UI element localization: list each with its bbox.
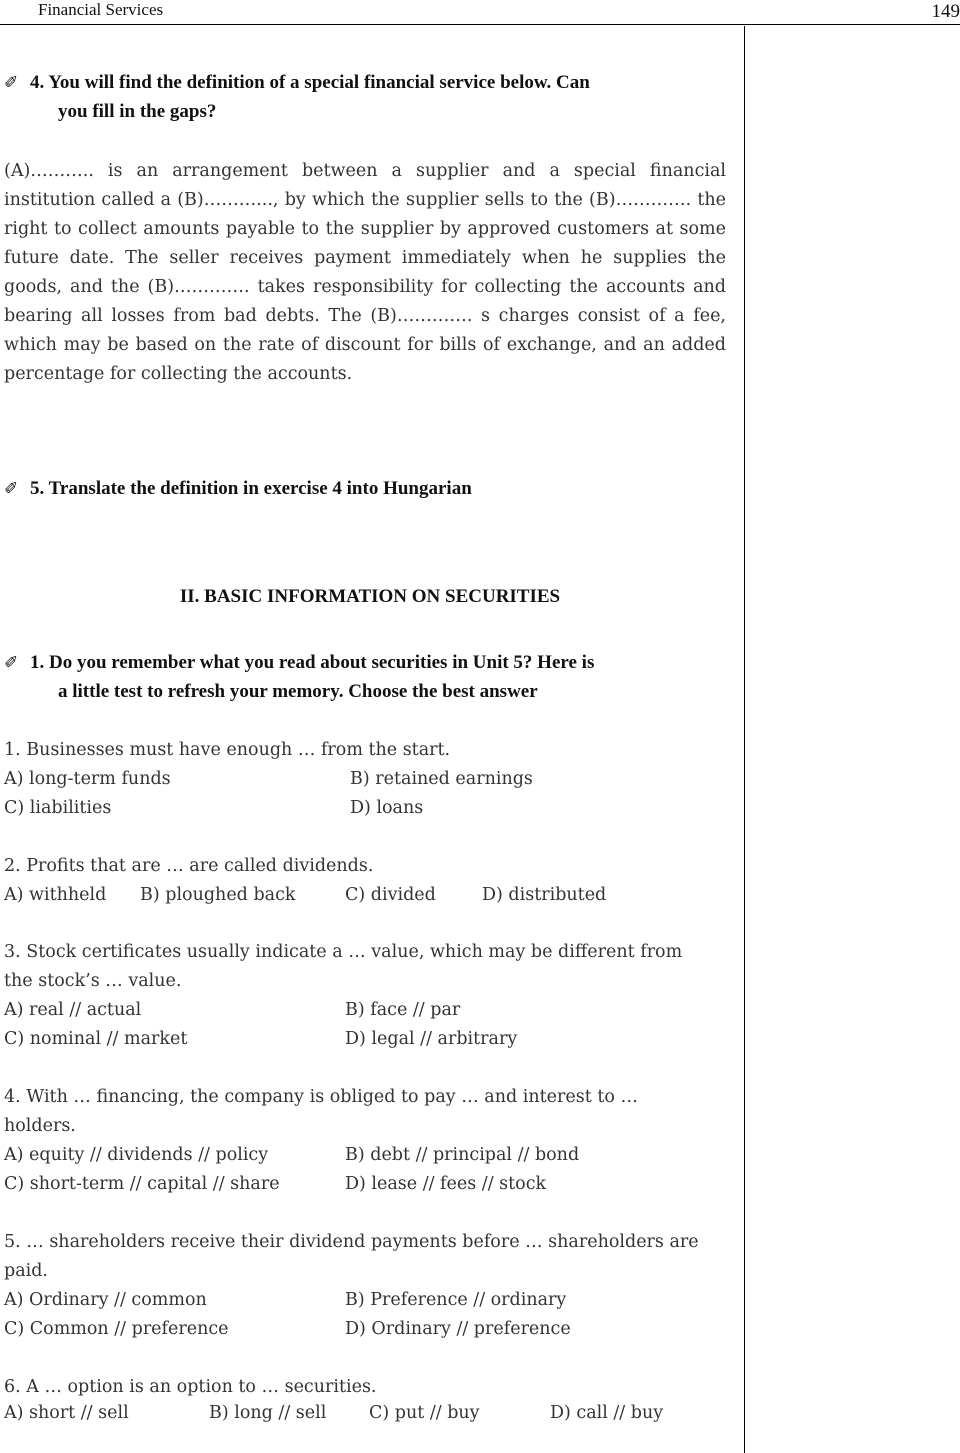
option-d: D) distributed <box>482 885 607 905</box>
exercise-1-heading-line1: 1. Do you remember what you read about securities in Unit 5? Here is <box>30 652 595 673</box>
exercise-4-heading-line1: 4. You will find the definition of a special financial service below. Can <box>30 72 590 93</box>
running-title: Financial Services <box>38 0 164 19</box>
margin-rule <box>744 26 745 1453</box>
question-text-cont: holders. <box>4 1116 76 1136</box>
option-d: D) Ordinary // preference <box>345 1319 571 1339</box>
option-a: A) real // actual <box>4 1000 142 1020</box>
option-d: D) lease // fees // stock <box>345 1174 547 1194</box>
option-c: C) short-term // capital // share <box>4 1174 280 1194</box>
exercise-5-heading-text: 5. Translate the definition in exercise 4 into Hungarian <box>30 478 472 499</box>
option-a: A) short // sell <box>4 1403 129 1423</box>
option-b: B) Preference // ordinary <box>345 1290 567 1310</box>
question-text: 2. Profits that are … are called dividends. <box>4 856 374 876</box>
option-d: D) loans <box>350 798 424 818</box>
question-text: 6. A … option is an option to … securities. <box>4 1377 377 1397</box>
exercise-1-heading <box>4 648 594 677</box>
question-text-cont: paid. <box>4 1261 48 1281</box>
option-c: C) put // buy <box>369 1403 480 1423</box>
option-a: A) long-term funds <box>4 769 171 789</box>
page-number: 149 <box>931 1 960 22</box>
exercise-4-heading-line2: you fill in the gaps? <box>58 101 217 122</box>
option-c: C) divided <box>345 885 436 905</box>
pencil-icon: ✐ <box>4 653 19 672</box>
option-a: A) withheld <box>4 885 107 905</box>
option-c: C) liabilities <box>4 798 112 818</box>
option-a: A) Ordinary // common <box>4 1290 207 1310</box>
pencil-icon: ✐ <box>4 479 19 498</box>
option-a: A) equity // dividends // policy <box>4 1145 269 1165</box>
question-text: 4. With … financing, the company is obliged to pay … and interest to … <box>4 1087 638 1107</box>
exercise-5-heading <box>4 474 472 503</box>
question-text: 1. Businesses must have enough … from the start. <box>4 740 451 760</box>
question-text: 3. Stock certificates usually indicate a … value, which may be different from <box>4 942 683 962</box>
pencil-icon: ✐ <box>4 73 19 92</box>
option-c: C) nominal // market <box>4 1029 188 1049</box>
exercise-4-paragraph: (A)……….. is an arrangement between a supplier and a special financial institution called a (B)………..., by which the supplier sells to the (B)…………. the right to collect amounts payable to the supplier by approved customers at some future date. The seller receives payment immediately when he supplies the goods, and the (B)…………. takes responsibility for collecting the accounts and bearing all losses from bad debts. The (B)…………. s charges consist of a fee, which may be based on the rate of discount for bills of exchange, and an added percentage for collecting the accounts. <box>4 161 726 384</box>
option-d: D) legal // arbitrary <box>345 1029 518 1049</box>
option-b: B) retained earnings <box>350 769 533 789</box>
option-b: B) ploughed back <box>140 885 296 905</box>
header-rule <box>0 24 960 25</box>
section-title: II. BASIC INFORMATION ON SECURITIES <box>179 586 561 607</box>
question-text: 5. … shareholders receive their dividend payments before … shareholders are <box>4 1232 699 1252</box>
option-c: C) Common // preference <box>4 1319 229 1339</box>
option-b: B) face // par <box>345 1000 461 1020</box>
option-d: D) call // buy <box>550 1403 664 1423</box>
question-text-cont: the stock’s … value. <box>4 971 182 991</box>
page-header <box>0 0 960 26</box>
exercise-4-heading <box>4 68 590 97</box>
option-b: B) long // sell <box>209 1403 327 1423</box>
exercise-1-heading-line2: a little test to refresh your memory. Choose the best answer <box>58 681 538 702</box>
option-b: B) debt // principal // bond <box>345 1145 580 1165</box>
